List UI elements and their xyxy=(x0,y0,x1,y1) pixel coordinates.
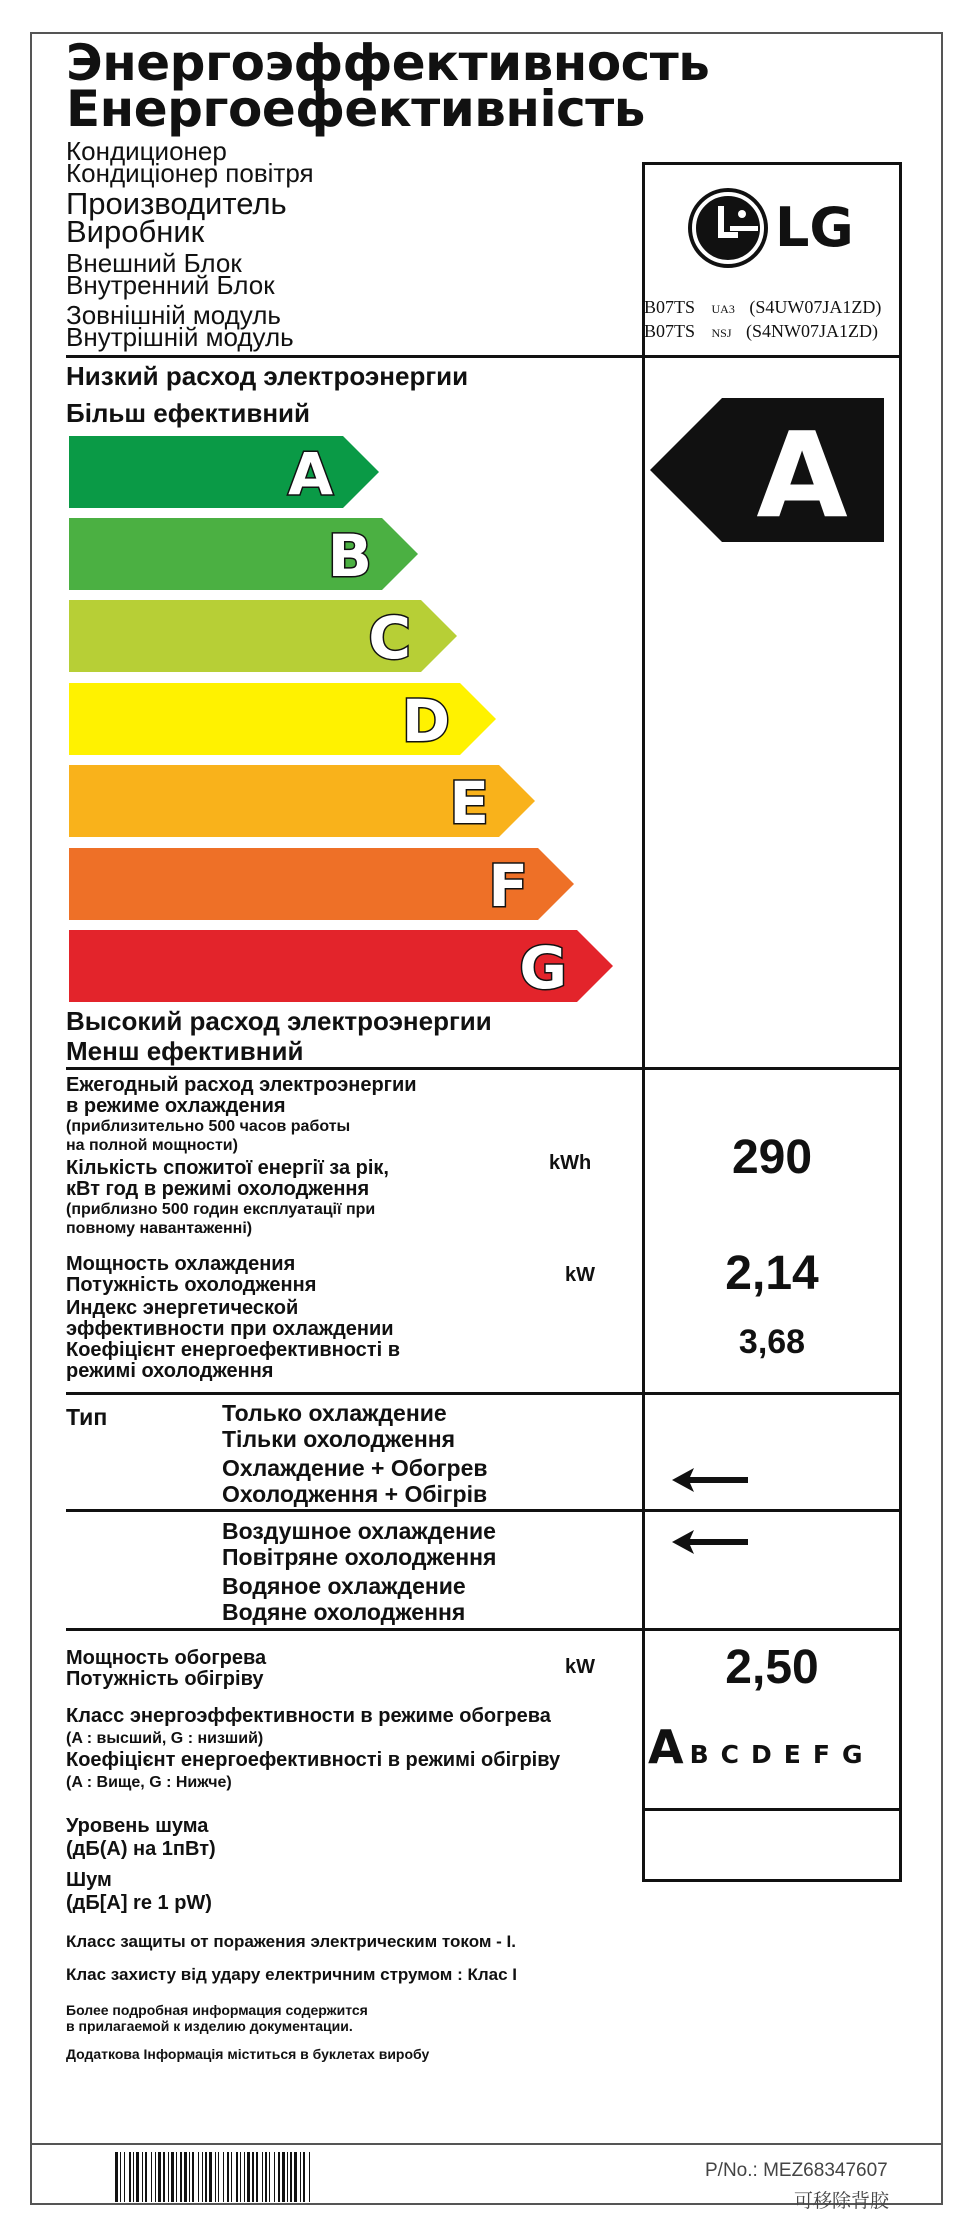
efficiency-letter-f: F xyxy=(488,852,528,920)
manufacturer-uk: Виробник xyxy=(66,214,205,249)
top-border xyxy=(642,162,902,165)
cool-only-ru: Только охлаждение xyxy=(222,1400,447,1426)
indoor-ru: Внутренний Блок xyxy=(66,270,275,300)
notes-uk: Додаткова Інформація міститься в буклетах виробу xyxy=(66,2046,430,2062)
eer-value: 3,68 xyxy=(738,1323,806,1361)
heating-scale-g: G xyxy=(841,1740,863,1769)
efficiency-letter-b: B xyxy=(327,522,372,590)
heating-class-ru-note: (A : высший, G : низший) xyxy=(66,1730,264,1747)
outdoor-uk: Зовнішній модуль xyxy=(66,300,281,330)
cooling-power-uk: Потужність охолодження xyxy=(66,1274,317,1296)
air-arrow-icon xyxy=(672,1530,748,1559)
appliance-ru: Кондиционер xyxy=(66,136,227,166)
eer-uk-2: режимі охолодження xyxy=(66,1360,274,1382)
rating-arrow xyxy=(650,398,884,547)
efficiency-bar-e xyxy=(69,765,537,837)
cooling-power-ru: Мощность охлаждения xyxy=(66,1253,296,1275)
efficiency-bar-a xyxy=(69,436,381,508)
eer-ru-1: Индекс энергетической xyxy=(66,1297,299,1319)
right-column-left-border xyxy=(642,162,645,1882)
annual-value: 290 xyxy=(731,1131,813,1184)
appliance-uk: Кондиціонер повітря xyxy=(66,158,314,188)
heating-scale-c: C xyxy=(720,1740,740,1769)
efficiency-bar-f xyxy=(69,848,576,920)
rating-letter: A xyxy=(756,406,848,542)
efficiency-high-uk: Менш ефективний xyxy=(66,1036,304,1066)
cool-heat-uk: Охолодження + Обігрів xyxy=(222,1481,488,1507)
divider-type-1 xyxy=(66,1509,902,1512)
efficiency-bar-d xyxy=(69,683,498,755)
annual-unit: kWh xyxy=(549,1152,592,1174)
annual-ru-4: на полной мощности) xyxy=(66,1137,238,1154)
heating-scale-d: D xyxy=(751,1740,772,1769)
noise-ru-1: Уровень шума xyxy=(66,1815,209,1837)
notes-ru-1: Более подробная информация содержится xyxy=(66,2002,368,2018)
annual-uk-1: Кількість спожитої енергії за рік, xyxy=(66,1157,389,1179)
protection-uk: Клас захисту від удару електричним струмом : Клас I xyxy=(66,1965,518,1984)
heating-scale-e: E xyxy=(783,1740,801,1769)
efficiency-letter-a: A xyxy=(288,440,333,508)
divider-cooling xyxy=(66,1392,902,1395)
efficiency-letter-e: E xyxy=(449,769,489,837)
manufacturer-ru: Производитель xyxy=(66,186,287,221)
cooling-power-value: 2,14 xyxy=(725,1247,819,1300)
annual-ru-1: Ежегодный расход электроэнергии xyxy=(66,1074,417,1096)
efficiency-high-ru: Высокий расход электроэнергии xyxy=(66,1006,492,1036)
heating-class-uk-note: (A : Вище, G : Нижче) xyxy=(66,1774,232,1791)
heating-scale-f: F xyxy=(812,1740,830,1769)
indoor-uk: Внутрішній модуль xyxy=(66,322,294,352)
type-label: Тип xyxy=(66,1404,108,1430)
protection-ru: Класс защиты от поражения электрическим током - I. xyxy=(66,1932,516,1951)
water-ru: Водяное охлаждение xyxy=(222,1573,466,1599)
annual-ru-2: в режиме охлаждения xyxy=(66,1095,286,1117)
efficiency-bar-g xyxy=(69,930,615,1002)
efficiency-letter-c: C xyxy=(368,604,411,672)
chinese-note: 可移除背胶 xyxy=(794,2190,890,2212)
annual-ru-3: (приблизительно 500 часов работы xyxy=(66,1118,351,1135)
part-number: P/No.: MEZ68347607 xyxy=(705,2160,888,2181)
right-column-right-border xyxy=(899,162,902,1882)
water-uk: Водяне охолодження xyxy=(222,1599,466,1625)
title-ru: Энергоэффективность xyxy=(66,34,710,92)
efficiency-letter-d: D xyxy=(401,687,450,755)
noise-uk-1: Шум xyxy=(66,1869,112,1891)
model-outdoor: B07TS UA3 (S4UW07JA1ZD) xyxy=(644,297,882,317)
barcode xyxy=(115,2152,450,2202)
annual-uk-2: кВт год в режимі охолодження xyxy=(66,1178,370,1200)
divider-bottom xyxy=(642,1879,902,1882)
heating-class-scale xyxy=(648,1720,874,1774)
footer-divider xyxy=(30,2143,943,2145)
divider-type-2 xyxy=(66,1628,902,1631)
outdoor-ru: Внешний Блок xyxy=(66,248,242,278)
air-ru: Воздушное охлаждение xyxy=(222,1518,496,1544)
annual-uk-4: повному навантаженні) xyxy=(66,1220,253,1237)
cool-only-uk: Тільки охолодження xyxy=(222,1426,456,1452)
efficiency-bar-b xyxy=(69,518,420,590)
divider-heating xyxy=(642,1808,902,1811)
model-indoor: B07TS NSJ (S4NW07JA1ZD) xyxy=(644,321,879,341)
noise-uk-2: (дБ[А] re 1 pW) xyxy=(66,1892,212,1914)
annual-uk-3: (приблизно 500 годин експлуатації при xyxy=(66,1201,376,1218)
noise-ru-2: (дБ(А) на 1пВт) xyxy=(66,1838,216,1860)
heating-power-ru: Мощность обогрева xyxy=(66,1647,267,1669)
heating-scale-a: A xyxy=(648,1720,684,1774)
heating-class-uk: Коефіцієнт енергоефективності в режимі обігріву xyxy=(66,1749,561,1771)
notes-ru-2: в прилагаемой к изделию документации. xyxy=(66,2018,353,2034)
cool-heat-arrow-icon xyxy=(672,1468,748,1497)
divider-header xyxy=(66,355,902,358)
cooling-power-unit: kW xyxy=(565,1264,595,1286)
title-uk: Енергоефективність xyxy=(66,80,645,138)
brand-name: LG xyxy=(775,196,854,259)
divider-efficiency xyxy=(66,1067,902,1070)
air-uk: Повітряне охолодження xyxy=(222,1544,497,1570)
eer-ru-2: эффективности при охлаждении xyxy=(66,1318,394,1340)
efficiency-letter-g: G xyxy=(519,934,567,1002)
heating-class-ru: Класс энергоэффективности в режиме обогрева xyxy=(66,1705,551,1727)
cool-heat-ru: Охлаждение + Обогрев xyxy=(222,1455,488,1481)
heating-scale-b: B xyxy=(689,1740,709,1769)
heating-power-unit: kW xyxy=(565,1656,595,1678)
efficiency-low-ru: Низкий расход электроэнергии xyxy=(66,361,469,391)
eer-uk-1: Коефіцієнт енергоефективності в xyxy=(66,1339,400,1361)
efficiency-low-uk: Більш ефективний xyxy=(66,398,311,428)
heating-power-value: 2,50 xyxy=(725,1641,819,1694)
efficiency-bar-c xyxy=(69,600,459,672)
heating-power-uk: Потужність обігріву xyxy=(66,1668,264,1690)
